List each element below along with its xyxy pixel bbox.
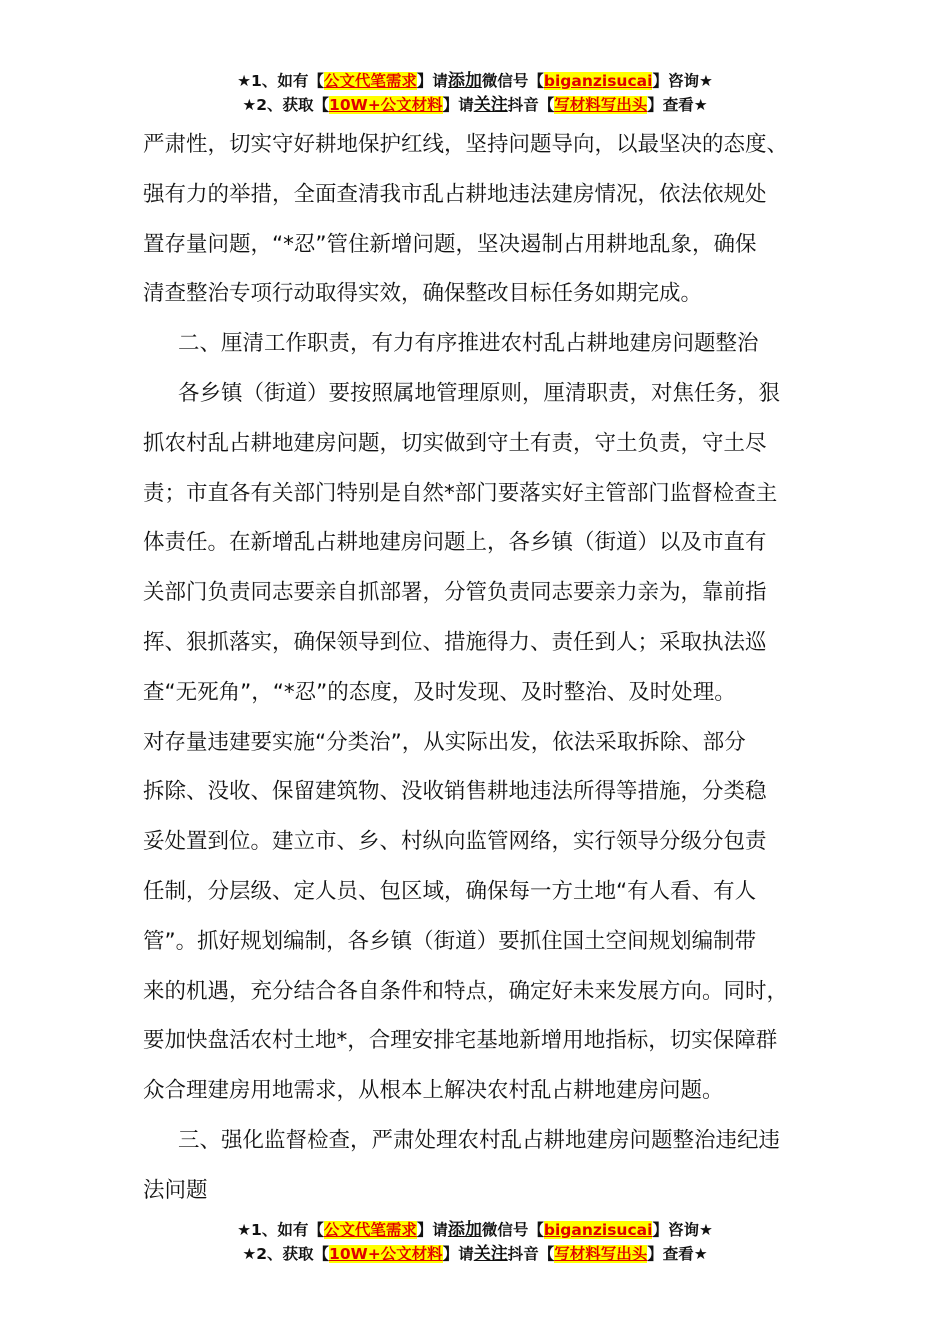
promo-line-1 <box>0 69 950 93</box>
text-line: 来的机遇，充分结合各自条件和特点，确定好未来发展方向。同时， <box>143 978 789 1004</box>
promo-underline: 添加 <box>447 1220 482 1240</box>
document-body <box>143 128 813 1224</box>
promo-underline: 关注 <box>473 1244 508 1264</box>
text-line: 清查整治专项行动取得实效，确保整改目标任务如期完成。 <box>143 281 703 307</box>
promo-text: 】查看★ <box>647 96 708 114</box>
text-line: 任制，分层级、定人员、包区域，确保每一方土地“有人看、有人 <box>143 878 757 904</box>
promo-text: 微信号【 <box>481 1221 544 1239</box>
promo-highlight: biganzisucai <box>543 72 653 90</box>
promo-underline: 添加 <box>447 71 482 91</box>
text-line: 管”。抓好规划编制，各乡镇（街道）要抓住国土空间规划编制带 <box>143 928 757 954</box>
text-line: 严肃性，切实守好耕地保护红线，坚持问题导向，以最坚决的态度、 <box>143 132 789 157</box>
text-line: 关部门负责同志要亲自抓部署，分管负责同志要亲力亲为，靠前指 <box>143 580 767 606</box>
promo-text: 】请 <box>442 96 474 114</box>
text-line: 强有力的举措，全面查清我市乱占耕地违法建房情况，依法依规处 <box>143 181 767 207</box>
promo-text: 】请 <box>416 72 448 90</box>
promo-text: 抖音【 <box>507 1245 555 1263</box>
section-heading-line: 三、强化监督检查，严肃处理农村乱占耕地建房问题整治违纪违 <box>178 1127 781 1153</box>
text-line: 各乡镇（街道）要按照属地管理原则，厘清职责，对焦任务，狠 <box>178 380 781 406</box>
promo-line-2 <box>0 1242 950 1266</box>
promo-text: 抖音【 <box>507 96 555 114</box>
text-line: 对存量违建要实施“分类治”，从实际出发，依法采取拆除、部分 <box>143 729 746 755</box>
promo-highlight: biganzisucai <box>543 1221 653 1239</box>
promo-text: 】查看★ <box>647 1245 708 1263</box>
promo-text: ★1、如有【 <box>237 72 324 90</box>
promo-underline: 关注 <box>473 95 508 115</box>
text-line: 查“无死角”，“*忍”的态度，及时发现、及时整治、及时处理。 <box>143 679 736 705</box>
promo-line-1 <box>0 1218 950 1242</box>
promo-highlight: 10W+公文材料 <box>329 1245 443 1263</box>
promo-highlight: 10W+公文材料 <box>329 96 443 114</box>
text-line: 要加快盘活农村土地*，合理安排宅基地新增用地指标，切实保障群 <box>143 1028 778 1054</box>
promo-text: 】咨询★ <box>652 1221 713 1239</box>
promo-text: 】请 <box>442 1245 474 1263</box>
text-line: 法问题 <box>143 1177 208 1203</box>
text-line: 妥处置到位。建立市、乡、村纵向监管网络，实行领导分级分包责 <box>143 829 767 855</box>
promo-text: ★2、获取【 <box>242 1245 330 1263</box>
text-line: 抓农村乱占耕地建房问题，切实做到守土有责，守土负责，守土尽 <box>143 430 767 456</box>
promo-highlight: 写材料写出头 <box>554 1245 648 1263</box>
promo-highlight: 写材料写出头 <box>554 96 648 114</box>
promo-highlight: 公文代笔需求 <box>323 72 417 90</box>
text-line: 挥、狠抓落实，确保领导到位、措施得力、责任到人；采取执法巡 <box>143 629 767 655</box>
promo-header <box>0 69 950 117</box>
promo-footer <box>0 1218 950 1266</box>
text-line: 置存量问题，“*忍”管住新增问题，坚决遏制占用耕地乱象，确保 <box>143 231 757 257</box>
promo-text: 】咨询★ <box>652 72 713 90</box>
promo-text: ★2、获取【 <box>242 96 330 114</box>
text-line: 体责任。在新增乱占耕地建房问题上，各乡镇（街道）以及市直有 <box>143 530 767 556</box>
promo-text: ★1、如有【 <box>237 1221 324 1239</box>
promo-line-2 <box>0 93 950 117</box>
section-heading-line: 二、厘清工作职责，有力有序推进农村乱占耕地建房问题整治 <box>178 331 759 357</box>
promo-highlight: 公文代笔需求 <box>323 1221 417 1239</box>
promo-text: 微信号【 <box>481 72 544 90</box>
text-line: 拆除、没收、保留建筑物、没收销售耕地违法所得等措施，分类稳 <box>143 779 767 805</box>
promo-text: 】请 <box>416 1221 448 1239</box>
text-line: 众合理建房用地需求，从根本上解决农村乱占耕地建房问题。 <box>143 1078 724 1104</box>
text-line: 责；市直各有关部门特别是自然*部门要落实好主管部门监督检查主 <box>143 480 778 506</box>
